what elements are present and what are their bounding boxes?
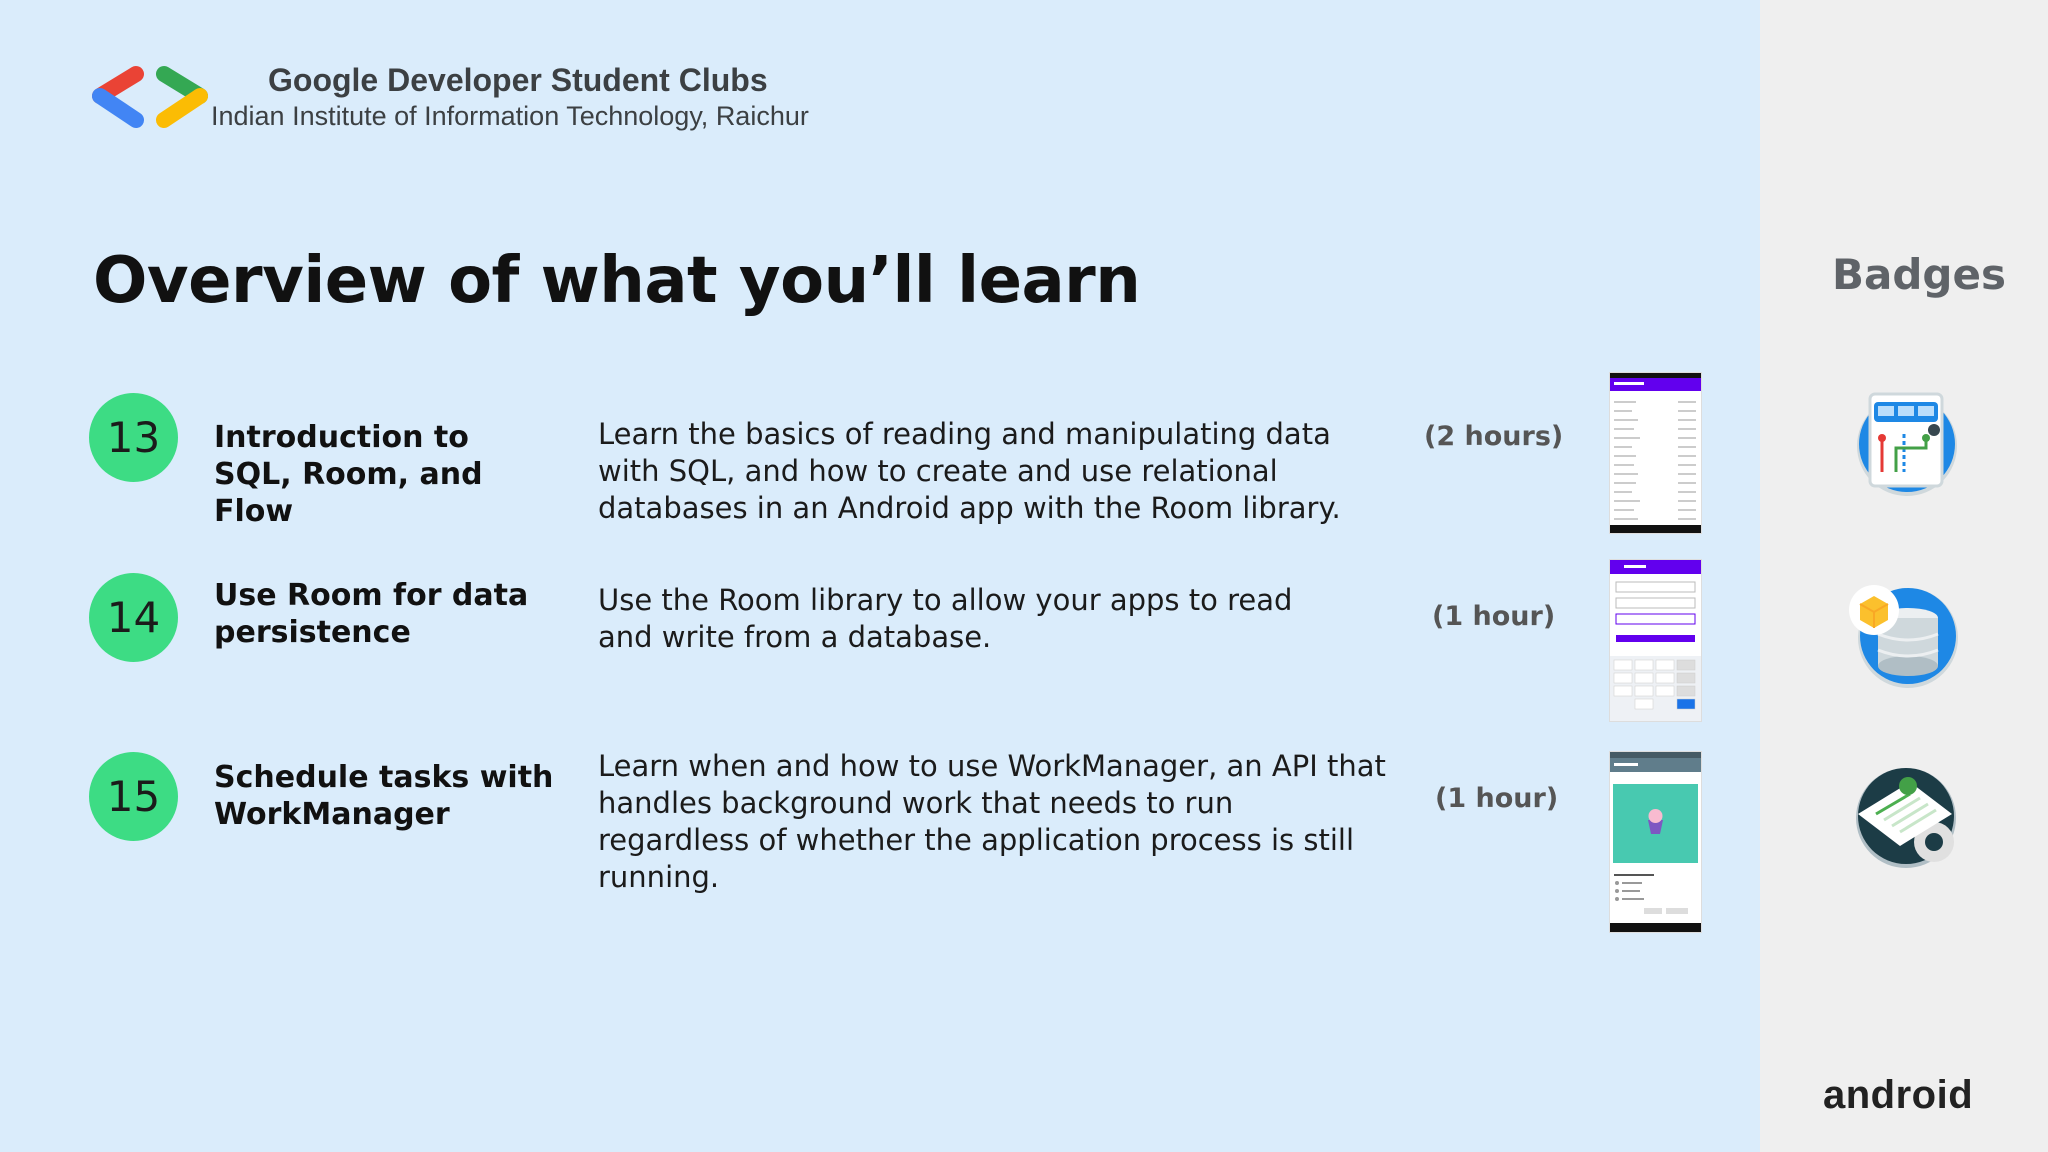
unit-duration: (1 hour) (1435, 783, 1559, 814)
unit-number-badge: 13 (89, 393, 178, 482)
unit-description: Use the Room library to allow your apps to read and write from a database. (598, 583, 1293, 654)
club-name: Google Developer Student Clubs (268, 62, 768, 98)
page-title: Overview of what you’ll learn (93, 244, 1141, 318)
unit-number-badge: 14 (89, 573, 178, 662)
unit-number-badge: 15 (89, 752, 178, 841)
workmanager-badge-icon (1848, 762, 1962, 868)
android-wordmark: android (1823, 1073, 1974, 1117)
inventory-app-screenshot (1609, 559, 1702, 722)
unit-description: Learn the basics of reading and manipulating data with SQL, and how to create and use relational databases in an Android app with the Room library. (598, 417, 1341, 525)
unit-topic: Use Room for data persistence (214, 578, 529, 650)
unit-description: Learn when and how to use WorkManager, an API that handles background work that needs to run regardless of whether the application process is still running. (598, 749, 1386, 894)
badges-sidebar (1760, 0, 2048, 1152)
unit-topic: Introduction to SQL, Room, and Flow (214, 420, 483, 529)
unit-duration: (1 hour) (1432, 601, 1556, 632)
database-box-badge-icon (1846, 582, 1961, 690)
badges-title: Badges (1832, 250, 2006, 299)
institution-name: Indian Institute of Information Technology, Raichur (211, 101, 809, 131)
bus-schedule-badge-icon (1852, 388, 1962, 500)
workmanager-app-screenshot (1609, 751, 1702, 933)
unit-duration: (2 hours) (1424, 421, 1564, 452)
bus-schedule-app-screenshot (1609, 372, 1702, 534)
gdsc-logo-icon (86, 62, 216, 138)
unit-topic: Schedule tasks with WorkManager (214, 760, 554, 832)
